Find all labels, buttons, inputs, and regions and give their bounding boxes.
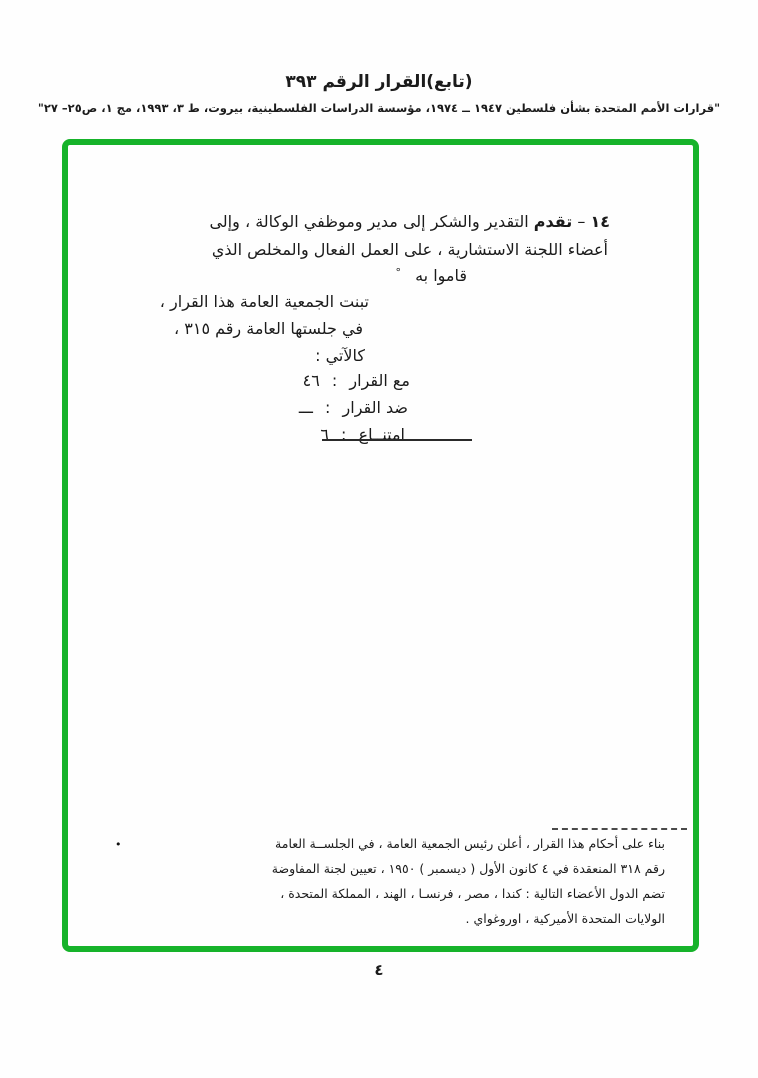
resolution-paragraph-line-1: [209, 212, 610, 231]
vote-against-label: ضد القرار: [342, 398, 408, 417]
footnote-line-4: الولايات المتحدة الأميركية ، اوروغواي .: [465, 911, 665, 926]
page-number: ٤: [374, 961, 384, 979]
section-end-rule: [322, 439, 472, 441]
vote-for-row: [303, 371, 410, 390]
vote-against-row: [299, 398, 408, 417]
vote-for-value: ٤٦: [302, 371, 320, 390]
footnote-line-1: بناء على أحكام هذا القرار ، أعلن رئيس الجمعية العامة ، في الجلســة العامة: [275, 836, 665, 851]
vote-abstain-row: [320, 425, 405, 444]
resolution-paragraph-line-2: أعضاء اللجنة الاستشارية ، على العمل الفعال والمخلص الذي: [211, 240, 608, 259]
item-dash: –: [577, 212, 586, 231]
page-title: (تابع)القرار الرقم ٣٩٣: [285, 72, 473, 92]
vote-against-value: ـــ: [298, 398, 313, 417]
footnote-separator-rule: [552, 828, 687, 830]
footnote-line-3: تضم الدول الأعضاء التالية : كندا ، مصر ، فرنسـا ، الهند ، المملكة المتحدة ،: [280, 886, 665, 901]
vote-abstain-label: امتنــاع: [358, 425, 405, 444]
vote-separator: :: [325, 398, 331, 417]
annotation-highlight-box: [62, 139, 699, 952]
footnote-marker-icon: °: [395, 266, 401, 279]
adoption-line-2: في جلستها العامة رقم ٣١٥ ،: [174, 319, 363, 338]
vote-separator: :: [341, 425, 347, 444]
footnote-bullet-icon: •: [115, 838, 122, 851]
paragraph-text-end: قاموا به: [415, 266, 467, 285]
footnote-line-2: رقم ٣١٨ المنعقدة في ٤ كانون الأول ( ديسمبر ) ١٩٥٠ ، تعيين لجنة المفاوضة: [271, 861, 665, 876]
vote-for-label: مع القرار: [349, 371, 410, 390]
operative-verb: تقدم: [533, 212, 573, 231]
vote-abstain-value: ٦: [320, 425, 329, 444]
resolution-paragraph-line-3: [395, 266, 467, 285]
paragraph-text: التقدير والشكر إلى مدير وموظفي الوكالة ، وإلى: [209, 212, 529, 231]
vote-separator: :: [331, 371, 338, 390]
item-number: ١٤: [590, 212, 610, 231]
source-citation: "قرارات الأمم المتحدة بشأن فلسطين ١٩٤٧ ــ ١٩٧٤، مؤسسة الدراسات الفلسطينية، بيروت، ط ٣، ١٩٩٣، مج ١، ص٢٥– ٢٧": [37, 101, 721, 115]
adoption-line-3: كالآتي :: [315, 346, 365, 365]
adoption-line-1: تبنت الجمعية العامة هذا القرار ،: [159, 292, 369, 311]
